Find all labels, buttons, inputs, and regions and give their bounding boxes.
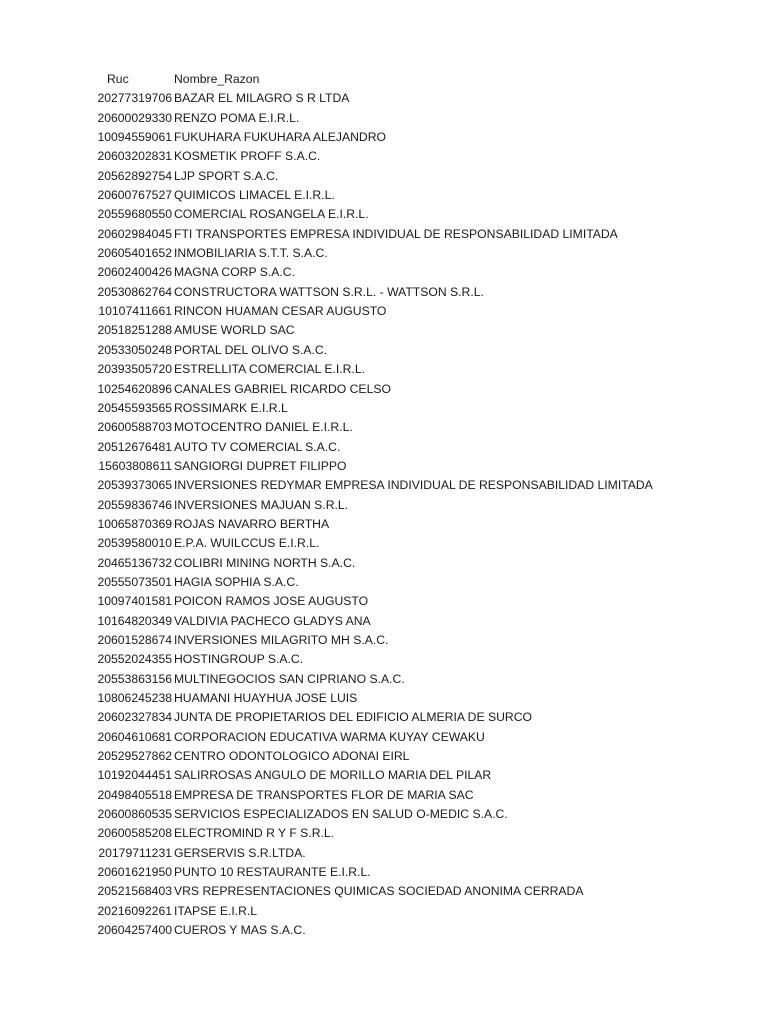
table-row — [0, 786, 768, 805]
nombre-razon-cell: CANALES GABRIEL RICARDO CELSO — [174, 381, 391, 396]
ruc-cell: 20605401652 — [97, 246, 172, 261]
ruc-cell: 20600767527 — [97, 188, 172, 203]
nombre-razon-cell: FUKUHARA FUKUHARA ALEJANDRO — [174, 130, 386, 145]
table-row — [0, 612, 768, 631]
table-row — [0, 438, 768, 457]
table-row — [0, 321, 768, 340]
table-row — [0, 863, 768, 882]
table-row — [0, 708, 768, 727]
table-row — [0, 399, 768, 418]
ruc-cell: 10254620896 — [97, 381, 172, 396]
ruc-cell: 10192044451 — [97, 768, 172, 783]
table-row — [0, 341, 768, 360]
nombre-razon-cell: CUEROS Y MAS S.A.C. — [174, 923, 306, 938]
nombre-razon-cell: ESTRELLITA COMERCIAL E.I.R.L. — [174, 362, 365, 377]
table-row — [0, 128, 768, 147]
header-ruc: Ruc — [107, 72, 129, 86]
nombre-razon-cell: EMPRESA DE TRANSPORTES FLOR DE MARIA SAC — [174, 787, 474, 802]
table-header-row — [0, 70, 768, 89]
table-row — [0, 805, 768, 824]
nombre-razon-cell: VRS REPRESENTACIONES QUIMICAS SOCIEDAD ANONIMA CERRADA — [174, 884, 584, 899]
nombre-razon-cell: KOSMETIK PROFF S.A.C. — [174, 149, 321, 164]
table-row — [0, 689, 768, 708]
table-row — [0, 921, 768, 940]
ruc-cell: 20521568403 — [97, 884, 172, 899]
table-row — [0, 263, 768, 282]
ruc-cell: 20604257400 — [97, 923, 172, 938]
ruc-cell: 20216092261 — [97, 903, 172, 918]
ruc-cell: 20602327834 — [97, 710, 172, 725]
nombre-razon-cell: PORTAL DEL OLIVO S.A.C. — [174, 342, 328, 357]
table-row — [0, 592, 768, 611]
ruc-cell: 20545593565 — [97, 400, 172, 415]
ruc-cell: 20553863156 — [97, 671, 172, 686]
nombre-razon-cell: AUTO TV COMERCIAL S.A.C. — [174, 439, 341, 454]
table-row — [0, 824, 768, 843]
table-row — [0, 109, 768, 128]
nombre-razon-cell: AMUSE WORLD SAC — [174, 323, 295, 338]
header-nombre-razon: Nombre_Razon — [174, 72, 260, 86]
table-row — [0, 747, 768, 766]
nombre-razon-cell: RENZO POMA E.I.R.L. — [174, 110, 300, 125]
nombre-razon-cell: LJP SPORT S.A.C. — [174, 168, 279, 183]
nombre-razon-cell: VALDIVIA PACHECO GLADYS ANA — [174, 613, 371, 628]
ruc-cell: 10107411661 — [98, 304, 172, 319]
table-row — [0, 496, 768, 515]
table-row — [0, 554, 768, 573]
table-row — [0, 650, 768, 669]
ruc-cell: 20600860535 — [97, 807, 172, 822]
table-row — [0, 225, 768, 244]
ruc-cell: 20559680550 — [97, 207, 172, 222]
nombre-razon-cell: ROJAS NAVARRO BERTHA — [174, 516, 330, 531]
ruc-cell: 20512676481 — [97, 439, 172, 454]
table-row — [0, 167, 768, 186]
nombre-razon-cell: MULTINEGOCIOS SAN CIPRIANO S.A.C. — [174, 671, 405, 686]
ruc-cell: 20179711231 — [98, 845, 172, 860]
table-row — [0, 283, 768, 302]
ruc-cell: 10806245238 — [97, 691, 172, 705]
table-row — [0, 380, 768, 399]
table-row — [0, 302, 768, 321]
ruc-cell: 20529527862 — [97, 749, 172, 764]
ruc-cell: 20498405518 — [97, 787, 172, 802]
ruc-cell: 20518251288 — [97, 323, 172, 338]
nombre-razon-cell: SERVICIOS ESPECIALIZADOS EN SALUD O-MEDIC S.A.C. — [174, 807, 508, 822]
table-row — [0, 882, 768, 901]
table-row — [0, 670, 768, 689]
ruc-cell: 20393505720 — [97, 362, 172, 377]
nombre-razon-cell: SALIRROSAS ANGULO DE MORILLO MARIA DEL PILAR — [174, 768, 492, 783]
table-row — [0, 631, 768, 650]
ruc-cell: 20465136732 — [97, 555, 172, 570]
nombre-razon-cell: MAGNA CORP S.A.C. — [174, 265, 295, 280]
ruc-cell: 20600029330 — [97, 110, 172, 125]
table-row — [0, 244, 768, 263]
ruc-cell: 20530862764 — [97, 284, 172, 299]
table-row — [0, 418, 768, 437]
ruc-cell: 20600588703 — [97, 420, 172, 435]
table-row — [0, 534, 768, 553]
ruc-cell: 20601621950 — [97, 865, 172, 880]
table-row — [0, 728, 768, 747]
nombre-razon-cell: INMOBILIARIA S.T.T. S.A.C. — [174, 246, 328, 261]
nombre-razon-cell: FTI TRANSPORTES EMPRESA INDIVIDUAL DE RESPONSABILIDAD LIMITADA — [174, 226, 618, 241]
nombre-razon-cell: ROSSIMARK E.I.R.L — [174, 400, 288, 415]
table-row — [0, 147, 768, 166]
nombre-razon-cell: HUAMANI HUAYHUA JOSE LUIS — [174, 691, 358, 705]
nombre-razon-cell: CENTRO ODONTOLOGICO ADONAI EIRL — [174, 749, 410, 764]
table-row — [0, 573, 768, 592]
table-row — [0, 89, 768, 108]
nombre-razon-cell: INVERSIONES MAJUAN S.R.L. — [174, 497, 349, 512]
nombre-razon-cell: GERSERVIS S.R.LTDA. — [174, 845, 306, 860]
table-row — [0, 186, 768, 205]
ruc-cell: 10065870369 — [97, 516, 172, 531]
ruc-cell: 20602400426 — [97, 265, 172, 280]
nombre-razon-cell: BAZAR EL MILAGRO S R LTDA — [174, 91, 350, 106]
table-body — [0, 89, 768, 940]
table-row — [0, 205, 768, 224]
ruc-cell: 10097401581 — [97, 594, 172, 609]
table-row — [0, 766, 768, 785]
ruc-cell: 20555073501 — [97, 574, 172, 589]
nombre-razon-cell: SANGIORGI DUPRET FILIPPO — [174, 458, 347, 473]
table-row — [0, 457, 768, 476]
ruc-cell: 20603202831 — [97, 149, 172, 164]
nombre-razon-cell: CORPORACION EDUCATIVA WARMA KUYAY CEWAKU — [174, 729, 485, 744]
ruc-cell: 15603808611 — [98, 458, 172, 473]
nombre-razon-cell: E.P.A. WUILCCUS E.I.R.L. — [174, 536, 320, 551]
nombre-razon-cell: ITAPSE E.I.R.L — [174, 903, 258, 918]
nombre-razon-cell: COMERCIAL ROSANGELA E.I.R.L. — [174, 207, 369, 222]
nombre-razon-cell: HAGIA SOPHIA S.A.C. — [174, 574, 299, 589]
table-row — [0, 902, 768, 921]
nombre-razon-cell: CONSTRUCTORA WATTSON S.R.L. - WATTSON S.R.L. — [174, 284, 484, 299]
ruc-cell: 20539373065 — [97, 478, 172, 493]
ruc-cell: 20552024355 — [97, 652, 172, 667]
ruc-cell: 20602984045 — [97, 226, 172, 241]
table-row — [0, 360, 768, 379]
nombre-razon-cell: COLIBRI MINING NORTH S.A.C. — [174, 555, 356, 570]
ruc-cell: 20562892754 — [97, 168, 172, 183]
ruc-cell: 20277319706 — [97, 91, 172, 106]
nombre-razon-cell: RINCON HUAMAN CESAR AUGUSTO — [174, 304, 387, 319]
table-row — [0, 476, 768, 495]
nombre-razon-cell: HOSTINGROUP S.A.C. — [174, 652, 304, 667]
ruc-cell: 20600585208 — [97, 826, 172, 841]
ruc-cell: 10094559061 — [97, 130, 172, 145]
ruc-cell: 20539580010 — [97, 536, 172, 551]
ruc-cell: 10164820349 — [97, 613, 172, 628]
table-row — [0, 515, 768, 534]
nombre-razon-cell: INVERSIONES REDYMAR EMPRESA INDIVIDUAL DE RESPONSABILIDAD LIMITADA — [174, 478, 653, 493]
table-row — [0, 844, 768, 863]
nombre-razon-cell: QUIMICOS LIMACEL E.I.R.L. — [174, 188, 335, 203]
ruc-cell: 20559836746 — [97, 497, 172, 512]
nombre-razon-cell: PUNTO 10 RESTAURANTE E.I.R.L. — [174, 865, 371, 880]
nombre-razon-cell: POICON RAMOS JOSE AUGUSTO — [174, 594, 369, 609]
nombre-razon-cell: ELECTROMIND R Y F S.R.L. — [174, 826, 335, 841]
ruc-table — [0, 70, 768, 940]
ruc-cell: 20604610681 — [97, 729, 172, 744]
ruc-cell: 20533050248 — [97, 342, 172, 357]
nombre-razon-cell: MOTOCENTRO DANIEL E.I.R.L. — [174, 420, 353, 435]
nombre-razon-cell: INVERSIONES MILAGRITO MH S.A.C. — [174, 632, 389, 647]
ruc-cell: 20601528674 — [97, 632, 172, 647]
nombre-razon-cell: JUNTA DE PROPIETARIOS DEL EDIFICIO ALMERIA DE SURCO — [174, 710, 533, 725]
